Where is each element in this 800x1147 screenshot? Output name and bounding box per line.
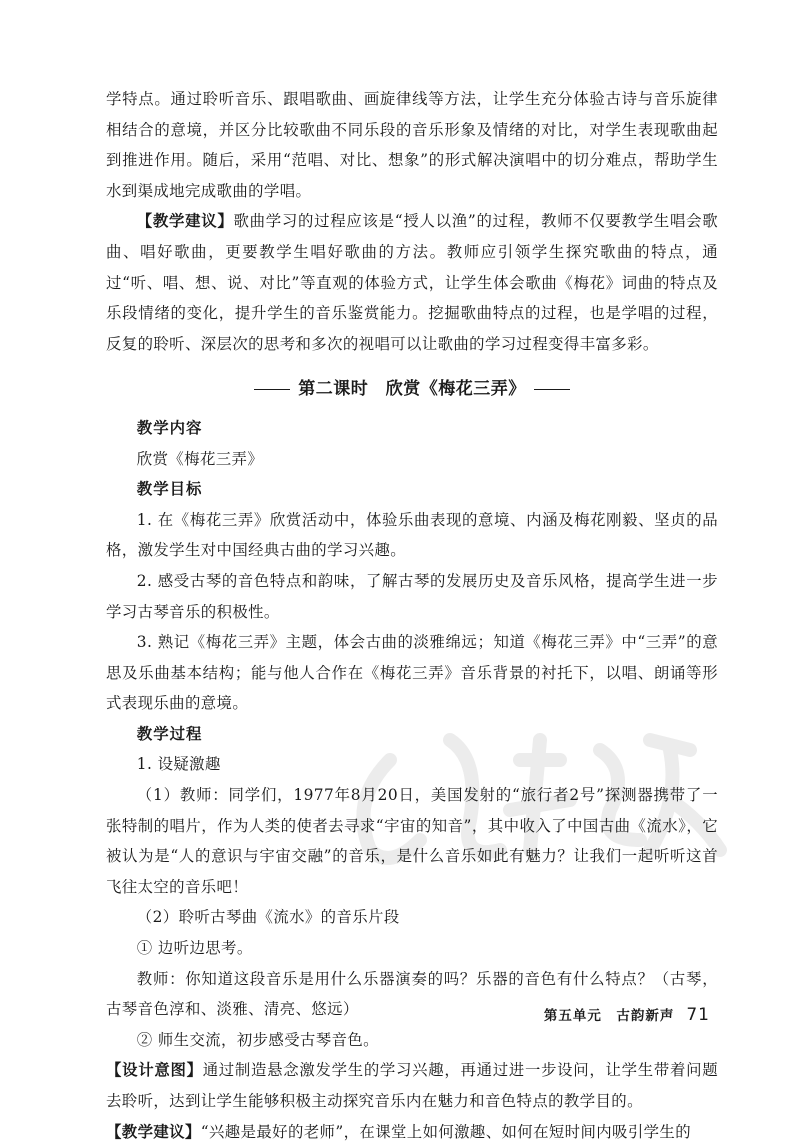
content-text: 欣赏《梅花三弄》 <box>136 449 264 468</box>
paragraph-continued: 学特点。通过聆听音乐、跟唱歌曲、画旋律线等方法，让学生充分体验古诗与音乐旋律相结合的意境，并区分比较歌曲不同乐段的音乐形象及情绪的对比，对学生表现歌曲起到推进作用。随后，采用“范唱、对比、想象”的形式解决演唱中的切分难点，帮助学生水到渠成地完成歌曲的学唱。 <box>106 90 718 200</box>
process-step-1: 1. 设疑激趣 <box>136 755 221 774</box>
paragraph-design-intent <box>106 1055 718 1116</box>
goals-heading: 教学目标 <box>136 480 203 499</box>
page-footer <box>544 1004 710 1025</box>
process-sub-2: ② 师生交流，初步感受古琴音色。 <box>136 1030 379 1049</box>
process-sub-1: ① 边听边思考。 <box>136 939 253 958</box>
footer-unit-title: 第五单元 古韵新声 <box>543 1008 675 1024</box>
paragraph-teaching-advice-2 <box>106 1117 718 1147</box>
paragraph-teaching-advice <box>106 206 718 359</box>
teaching-advice-text-2: “兴趣是最好的老师”，在课堂上如何激趣、如何在短时间内吸引学生的 <box>200 1122 692 1141</box>
page-body <box>106 84 718 1147</box>
goal-item: 3. 熟记《梅花三弄》主题，体会古曲的淡雅绵远；知道《梅花三弄》中“三弄”的意思及乐曲基本结构；能与他人合作在《梅花三弄》音乐背景的衬托下，以唱、朗诵等形式表现乐曲的意境。 <box>106 633 718 713</box>
content-heading: 教学内容 <box>136 418 203 437</box>
section-title-text: 第二课时 欣赏《梅花三弄》 <box>298 379 526 400</box>
page-number: 71 <box>686 1005 710 1025</box>
section-title <box>106 374 718 405</box>
teacher-question: 教师：你知道这段音乐是用什么乐器演奏的吗？乐器的音色有什么特点？（古琴，古琴音色淳和、淡雅、清亮、悠远） <box>106 969 718 1019</box>
teaching-advice-label-2: 【教学建议】 <box>106 1122 201 1141</box>
design-intent-text: 通过制造悬念激发学生的学习兴趣，再通过进一步设问，让学生带着问题去聆听，达到让学生能够积极主动探究音乐内在魅力和音色特点的教学目的。 <box>106 1061 718 1110</box>
teaching-advice-text: 歌曲学习的过程应该是“授人以渔”的过程，教师不仅要教学生唱会歌曲、唱好歌曲，更要教学生唱好歌曲的方法。教师应引领学生探究歌曲的特点，通过“听、唱、想、说、对比”等直观的体验方式，让学生体会歌曲《梅花》词曲的特点及乐段情绪的变化，提升学生的音乐鉴赏能力。挖掘歌曲特点的过程，也是学唱的过程，反复的聆听、深层次的思考和多次的视唱可以让歌曲的学习过程变得丰富多彩。 <box>106 212 718 353</box>
teaching-advice-label: 【教学建议】 <box>136 212 234 231</box>
process-item-2: （2）聆听古琴曲《流水》的音乐片段 <box>136 908 400 927</box>
design-intent-label: 【设计意图】 <box>106 1061 203 1080</box>
process-item-1: （1）教师：同学们，1977年8月20日，美国发射的“旅行者2号”探测器携带了一张特制的唱片，作为人类的使者去寻求“宇宙的知音”，其中收入了中国古曲《流水》，它被认为是“人的意识与宇宙交融”的音乐，是什么音乐如此有魅力？让我们一起听听这首飞往太空的音乐吧！ <box>106 786 718 896</box>
process-heading: 教学过程 <box>136 724 203 743</box>
title-left-dash <box>254 389 290 390</box>
title-right-dash <box>534 389 570 390</box>
goal-item: 1. 在《梅花三弄》欣赏活动中，体验乐曲表现的意境、内涵及梅花刚毅、坚贞的品格，激发学生对中国经典古曲的学习兴趣。 <box>106 510 718 560</box>
goal-item: 2. 感受古琴的音色特点和韵味，了解古琴的发展历史及音乐风格，提高学生进一步学习古琴音乐的积极性。 <box>106 571 718 621</box>
